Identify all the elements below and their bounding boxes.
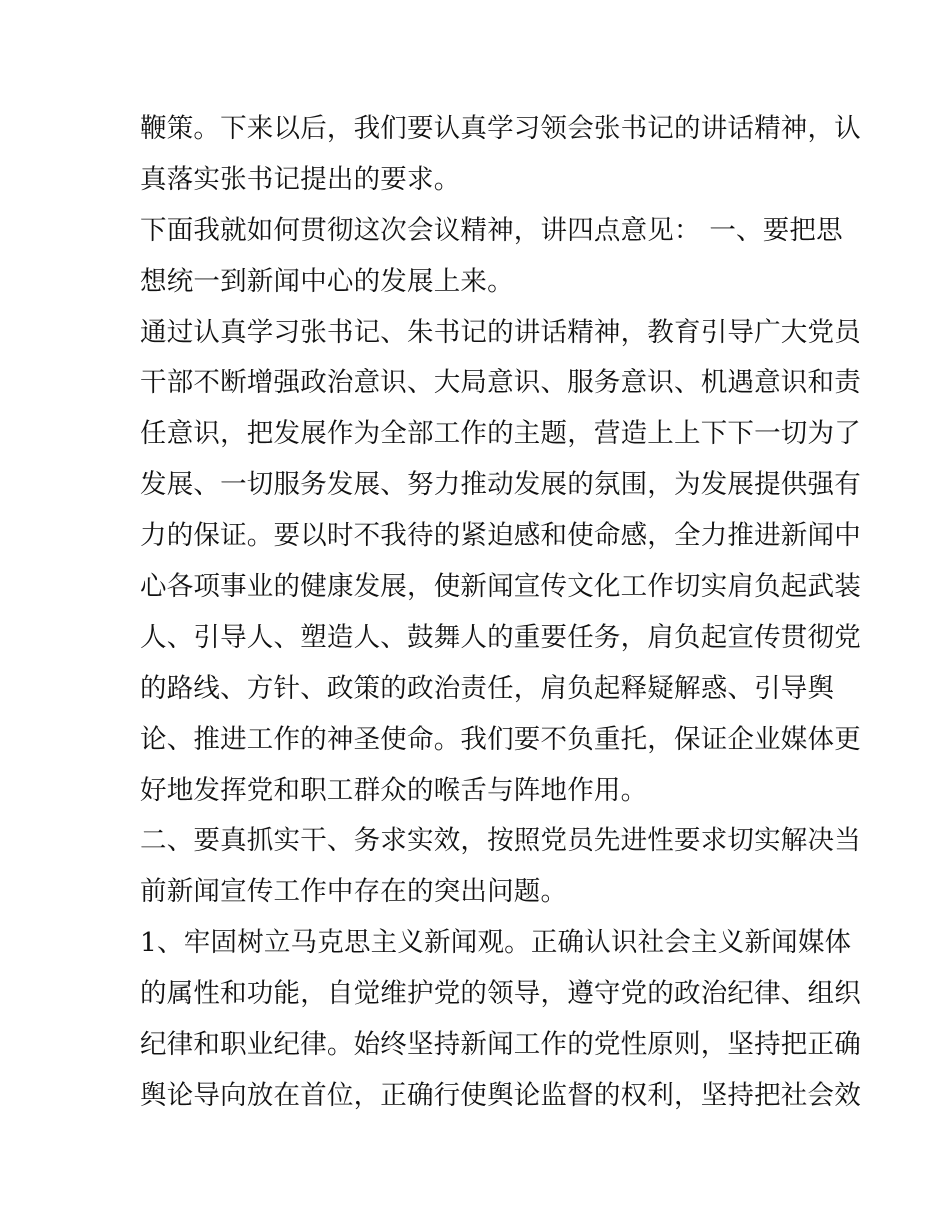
text-line-11: 人、引导人、塑造人、鼓舞人的重要任务，肩负起宣传贯彻党 <box>140 621 861 653</box>
text-line-7: 任意识，把发展作为全部工作的主题，营造上上下下一切为了 <box>140 418 861 450</box>
text-line-18: 的属性和功能，自觉维护党的领导，遵守党的政治纪律、组织 <box>140 978 861 1010</box>
text-line-20: 舆论导向放在首位，正确行使舆论监督的权利，坚持把社会效 <box>140 1079 861 1111</box>
text-line-5: 通过认真学习张书记、朱书记的讲话精神，教育引导广大党员 <box>140 316 861 348</box>
document-body <box>140 104 861 1122</box>
text-line-17: 1、牢固树立马克思主义新闻观。正确认识社会主义新闻媒体 <box>140 927 852 959</box>
text-line-12: 的路线、方针、政策的政治责任，肩负起释疑解惑、引导舆 <box>140 672 835 704</box>
text-line-2: 真落实张书记提出的要求。 <box>140 163 461 195</box>
text-line-6: 干部不断增强政治意识、大局意识、服务意识、机遇意识和责 <box>140 367 861 399</box>
text-line-14: 好地发挥党和职工群众的喉舌与阵地作用。 <box>140 774 648 806</box>
text-line-16: 前新闻宣传工作中存在的突出问题。 <box>140 876 568 908</box>
text-line-3: 下面我就如何贯彻这次会议精神，讲四点意见： 一、要把思 <box>140 214 843 246</box>
text-line-1: 鞭策。下来以后，我们要认真学习领会张书记的讲话精神，认 <box>140 113 861 144</box>
text-line-9: 力的保证。要以时不我待的紧迫感和使命感，全力推进新闻中 <box>140 520 861 552</box>
text-line-8: 发展、一切服务发展、努力推动发展的氛围，为发展提供强有 <box>140 469 861 501</box>
text-line-15: 二、要真抓实干、务求实效，按照党员先进性要求切实解决当 <box>140 825 861 857</box>
text-line-10: 心各项事业的健康发展，使新闻宣传文化工作切实肩负起武装 <box>140 571 861 603</box>
text-line-13: 论、推进工作的神圣使命。我们要不负重托，保证企业媒体更 <box>140 723 861 755</box>
text-line-19: 纪律和职业纪律。始终坚持新闻工作的党性原则，坚持把正确 <box>140 1029 861 1061</box>
text-line-4: 想统一到新闻中心的发展上来。 <box>140 265 514 297</box>
